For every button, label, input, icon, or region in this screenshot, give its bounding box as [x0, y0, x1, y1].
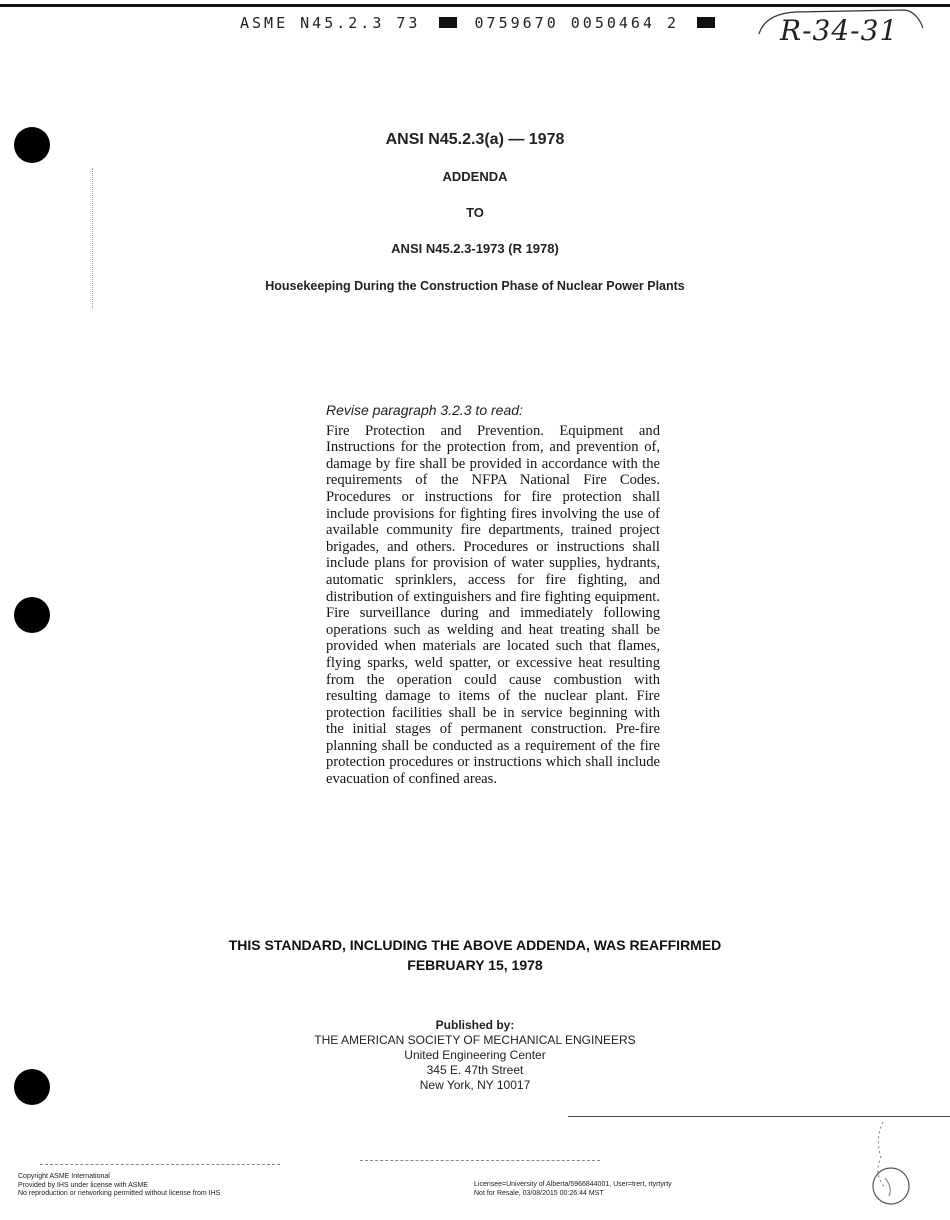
footer-left-line: Provided by IHS under license with ASME [18, 1181, 148, 1189]
footer-left-line: Copyright ASME International [18, 1173, 110, 1180]
publisher-name: THE AMERICAN SOCIETY OF MECHANICAL ENGINEERS [314, 1033, 636, 1047]
scan-code-mid: 0759670 0050464 2 [474, 14, 680, 32]
footer-right-line: Not for Resale, 03/08/2015 00:26:44 MST [474, 1189, 604, 1197]
standard-designation: ANSI N45.2.3(a) — 1978 [385, 131, 565, 148]
handwritten-document-number: R-34-31 [780, 14, 899, 47]
black-block-mark [697, 17, 715, 28]
black-block-mark [439, 17, 457, 28]
document-subject-title: Housekeeping During the Construction Phase of Nuclear Power Plants [265, 279, 685, 293]
to-heading: TO [466, 205, 484, 220]
reaffirmation-line-1: THIS STANDARD, INCLUDING THE ABOVE ADDENDA, WAS REAFFIRMED [228, 937, 722, 953]
publisher-street: 345 E. 47th Street [426, 1063, 524, 1077]
licensee-footer [474, 1181, 672, 1198]
revision-instruction: Revise paragraph 3.2.3 to read: [326, 402, 523, 418]
scan-dash-line [360, 1160, 600, 1161]
scan-header-code [240, 14, 721, 32]
revision-body [326, 402, 660, 788]
publisher-city: New York, NY 10017 [419, 1078, 531, 1092]
scan-dash-line [40, 1164, 280, 1165]
copyright-footer [18, 1173, 220, 1199]
publisher-center: United Engineering Center [404, 1048, 546, 1062]
footer-left-line: No reproduction or networking permitted without license from IHS [18, 1190, 221, 1197]
publisher-label: Published by: [435, 1018, 515, 1032]
addenda-heading: ADDENDA [442, 169, 508, 184]
paragraph-3-2-3-text: Fire Protection and Prevention. Equipment and Instructions for the protection from, and prevention of, damage by fire shall be provided in accordance with the requirements of the NFPA National Fire Codes. Procedures or instructions for fire protection shall include provisions for fighting fires involving the use of available community fire departments, trained project brigades, and others. Procedures or instructions shall include plans for provision of water supplies, hydrants, automatic sprinklers, access for fire fighting, and distribution of extinguishers and fire fighting equipment. Fire surveillance during and immediately following operations such as welding and heat treating shall be provided when materials are located such that flames, flying sparks, weld spatter, or excessive heat resulting from the operation could cause combustion with resulting damage to items of the nuclear plant. Fire protection facilities shall be in service beginning with the initial stages of permanent construction. Pre-fire planning shall be conducted as a requirement of the fire protection procedures or instructions which shall include evacuation of confined areas. [326, 422, 660, 788]
scan-rule-line [568, 1116, 950, 1117]
stamp-smudge-artifact [845, 1118, 920, 1213]
top-border-rule [0, 4, 950, 7]
punch-hole [14, 597, 50, 633]
footer-right-line: Licensee=University of Alberta/5966844001, User=trert, rtyrtyrty [474, 1181, 672, 1188]
base-standard-heading: ANSI N45.2.3-1973 (R 1978) [391, 241, 559, 256]
scan-code-left: ASME N45.2.3 73 [240, 14, 421, 32]
reaffirmation-date: FEBRUARY 15, 1978 [407, 957, 543, 973]
